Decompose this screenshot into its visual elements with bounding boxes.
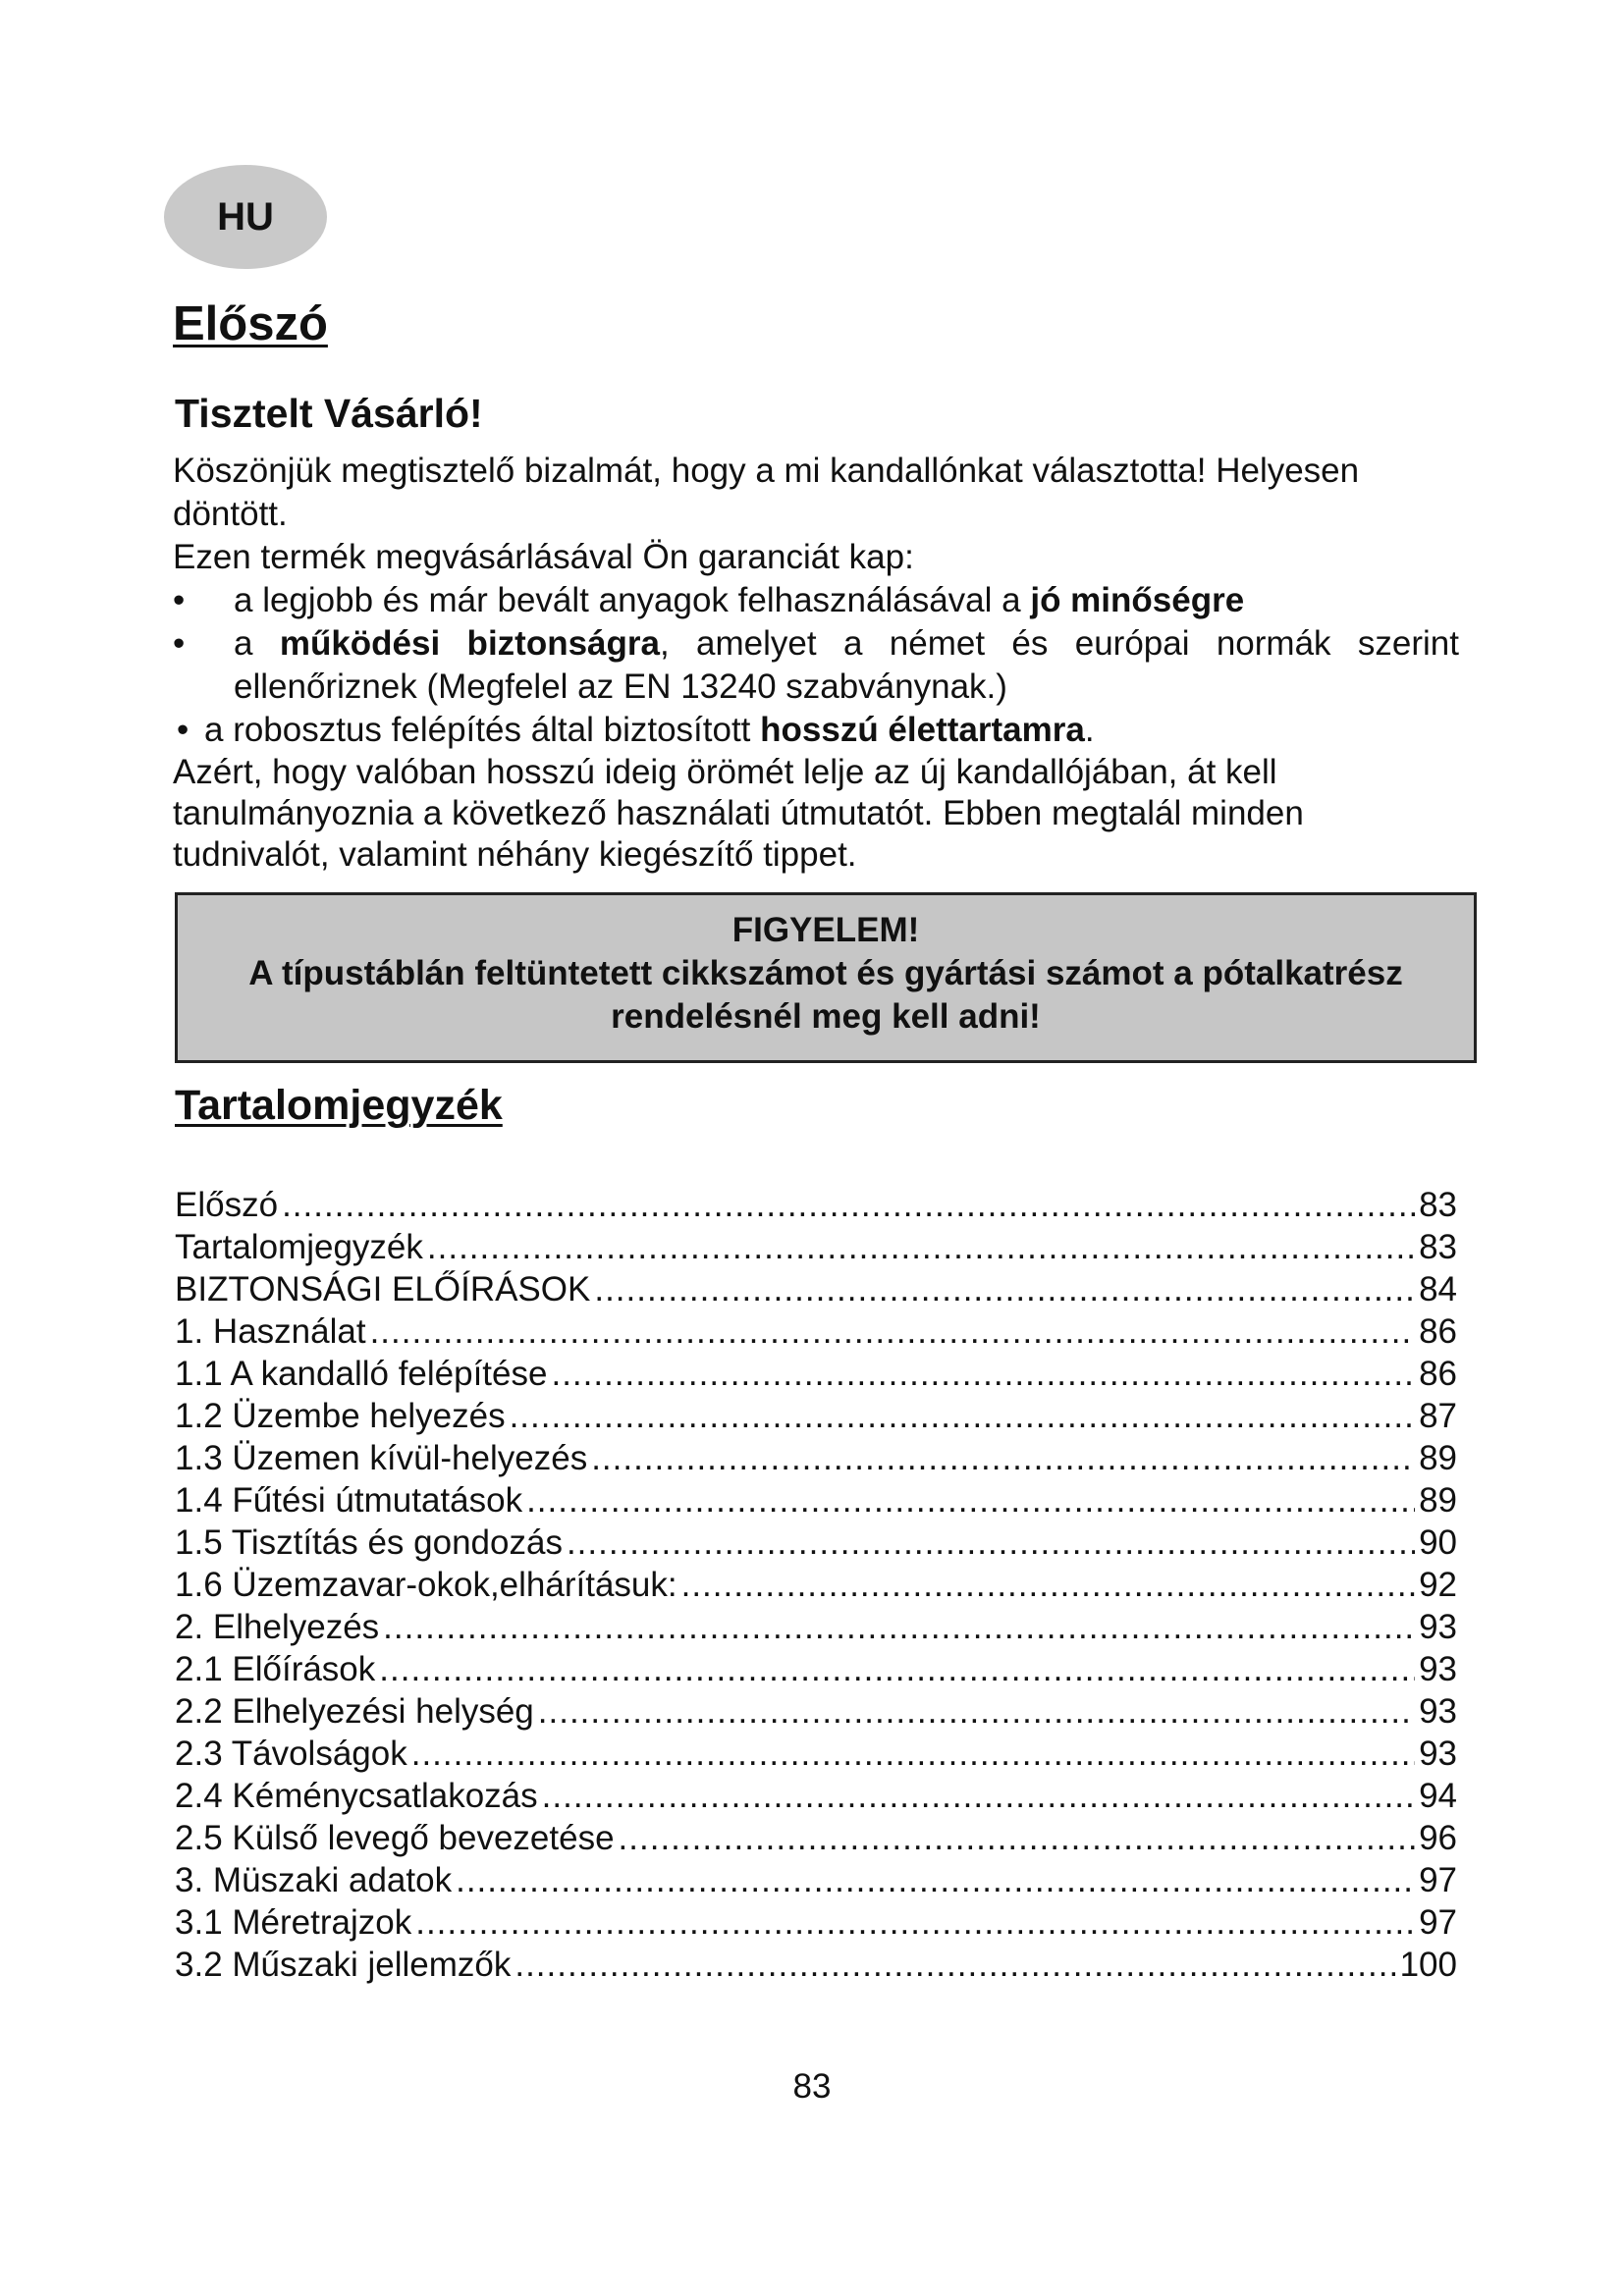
toc-entry-label: 3.2 Műszaki jellemzők (175, 1946, 512, 1984)
toc-entry[interactable] (175, 1479, 1457, 1522)
bullet-item (173, 579, 1459, 622)
guarantee-intro: Ezen termék megvásárlásával Ön garanciát kap: (173, 538, 914, 576)
toc-leader (591, 1437, 1415, 1479)
toc-leader (551, 1353, 1415, 1395)
toc-entry-page: 87 (1419, 1397, 1457, 1435)
page-title: Előszó (173, 297, 328, 350)
toc-leader (379, 1648, 1415, 1690)
toc-leader (514, 1944, 1395, 1986)
toc-leader (567, 1522, 1415, 1564)
language-badge: HU (164, 165, 327, 269)
toc-entry-page: 89 (1419, 1481, 1457, 1520)
toc-entry-label: 1.6 Üzemzavar-okok,elhárításuk: (175, 1566, 677, 1604)
toc-entry-label: 1.5 Tisztítás és gondozás (175, 1523, 563, 1562)
bullet-dot: • (173, 581, 186, 619)
toc-entry-label: BIZTONSÁGI ELŐÍRÁSOK (175, 1270, 591, 1308)
notice-heading: FIGYELEM! (731, 911, 920, 949)
toc-entry[interactable] (175, 1353, 1457, 1395)
toc-entry-label: 2. Elhelyezés (175, 1608, 380, 1646)
intro-section (173, 450, 1459, 876)
toc-entry-label: 2.3 Távolságok (175, 1735, 407, 1773)
toc-entry[interactable] (175, 1522, 1457, 1564)
toc-entry-label: 2.4 Kéménycsatlakozás (175, 1777, 538, 1815)
toc-entry[interactable] (175, 1775, 1457, 1817)
toc-entry[interactable] (175, 1648, 1457, 1690)
toc-leader (427, 1226, 1415, 1268)
page-number: 83 (792, 2067, 832, 2106)
toc-entry[interactable] (175, 1437, 1457, 1479)
toc-entry-page: 93 (1419, 1735, 1457, 1773)
intro-paragraph: Köszönjük megtisztelő bizalmát, hogy a mi kandallónkat választotta! Helyesen döntött. (173, 452, 1360, 533)
toc-entry-page: 89 (1419, 1439, 1457, 1477)
toc-entry-label: 3. Müszaki adatok (175, 1861, 453, 1899)
toc-leader (411, 1733, 1415, 1775)
toc-entry-page: 92 (1419, 1566, 1457, 1604)
toc-entry-page: 86 (1419, 1355, 1457, 1393)
bullet-text: , amelyet a német és európai normák szerint ellenőriznek (Megfelel az EN 13240 szabványnak.) (234, 624, 1459, 706)
bullet-text: a legjobb és már bevált anyagok felhasználásával a (234, 581, 1031, 619)
toc-entry-label: 2.1 Előírások (175, 1650, 376, 1688)
toc-entry[interactable] (175, 1184, 1457, 1226)
bullet-item (173, 622, 1459, 709)
toc-entry[interactable] (175, 1606, 1457, 1648)
toc-title: Tartalomjegyzék (175, 1082, 503, 1129)
toc-leader (510, 1395, 1415, 1437)
toc-entry-label: 1.1 A kandalló felépítése (175, 1355, 548, 1393)
toc-leader (383, 1606, 1415, 1648)
toc-entry-label: 1.2 Üzembe helyezés (175, 1397, 506, 1435)
bullet-item (173, 709, 1459, 752)
toc-entry-page: 83 (1419, 1186, 1457, 1224)
toc-entry-page: 100 (1399, 1946, 1457, 1984)
toc-entry-page: 94 (1419, 1777, 1457, 1815)
toc-entry-label: 3.1 Méretrajzok (175, 1903, 412, 1942)
toc-entry-page: 90 (1419, 1523, 1457, 1562)
toc-entry[interactable] (175, 1817, 1457, 1859)
toc-entry[interactable] (175, 1859, 1457, 1901)
toc-entry-page: 93 (1419, 1650, 1457, 1688)
toc-leader (619, 1817, 1416, 1859)
toc-entry-page: 96 (1419, 1819, 1457, 1857)
toc-leader (282, 1184, 1415, 1226)
toc-entry-page: 83 (1419, 1228, 1457, 1266)
toc-leader (415, 1901, 1415, 1944)
bullet-text: a (234, 624, 280, 663)
toc-leader (370, 1310, 1416, 1353)
bullet-emphasis: jó minőségre (1030, 581, 1245, 619)
toc-entry-label: Előszó (175, 1186, 279, 1224)
toc-leader (542, 1775, 1415, 1817)
bullet-text: a robosztus felépítés által biztosított (204, 711, 761, 749)
toc-entry-label: Tartalomjegyzék (175, 1228, 423, 1266)
toc-leader (456, 1859, 1415, 1901)
toc-entry-label: 1.3 Üzemen kívül-helyezés (175, 1439, 588, 1477)
bullet-text: . (1084, 711, 1095, 749)
toc-entry-label: 2.2 Elhelyezési helység (175, 1692, 534, 1731)
toc-entry-page: 97 (1419, 1903, 1457, 1942)
toc-entry[interactable] (175, 1310, 1457, 1353)
toc-entry[interactable] (175, 1268, 1457, 1310)
toc-leader (681, 1564, 1415, 1606)
toc-entry-label: 1. Használat (175, 1312, 366, 1351)
toc-entry[interactable] (175, 1901, 1457, 1944)
warning-notice-box (175, 892, 1477, 1063)
toc-entry[interactable] (175, 1226, 1457, 1268)
toc-entry[interactable] (175, 1690, 1457, 1733)
toc-entry-page: 86 (1419, 1312, 1457, 1351)
toc-leader (594, 1268, 1415, 1310)
toc-entry-page: 93 (1419, 1608, 1457, 1646)
bullet-dot: • (173, 624, 186, 663)
toc-entry-page: 93 (1419, 1692, 1457, 1731)
toc-leader (526, 1479, 1415, 1522)
toc-entry[interactable] (175, 1733, 1457, 1775)
toc-entry-page: 84 (1419, 1270, 1457, 1308)
table-of-contents (175, 1184, 1457, 1986)
toc-entry[interactable] (175, 1944, 1457, 1986)
bullet-emphasis: működési biztonságra (279, 624, 660, 663)
toc-entry-page: 97 (1419, 1861, 1457, 1899)
toc-leader (538, 1690, 1415, 1733)
toc-entry-label: 2.5 Külső levegő bevezetése (175, 1819, 615, 1857)
toc-entry[interactable] (175, 1395, 1457, 1437)
notice-text: A típustáblán feltüntetett cikkszámot és gyártási számot a pótalkatrész rendelésnél meg kell adni! (248, 954, 1403, 1036)
toc-entry-label: 1.4 Fűtési útmutatások (175, 1481, 523, 1520)
toc-entry[interactable] (175, 1564, 1457, 1606)
bullet-dot: • (177, 711, 189, 749)
closing-paragraph: Azért, hogy valóban hosszú ideig örömét lelje az új kandallójában, át kell tanulmányoznia a következő használati útmutatót. Ebben megtalál minden tudnivalót, valamint néhány kiegészítő tippet. (173, 753, 1304, 874)
bullet-emphasis: hosszú élettartamra (760, 711, 1085, 749)
greeting-heading: Tisztelt Vásárló! (175, 391, 483, 436)
